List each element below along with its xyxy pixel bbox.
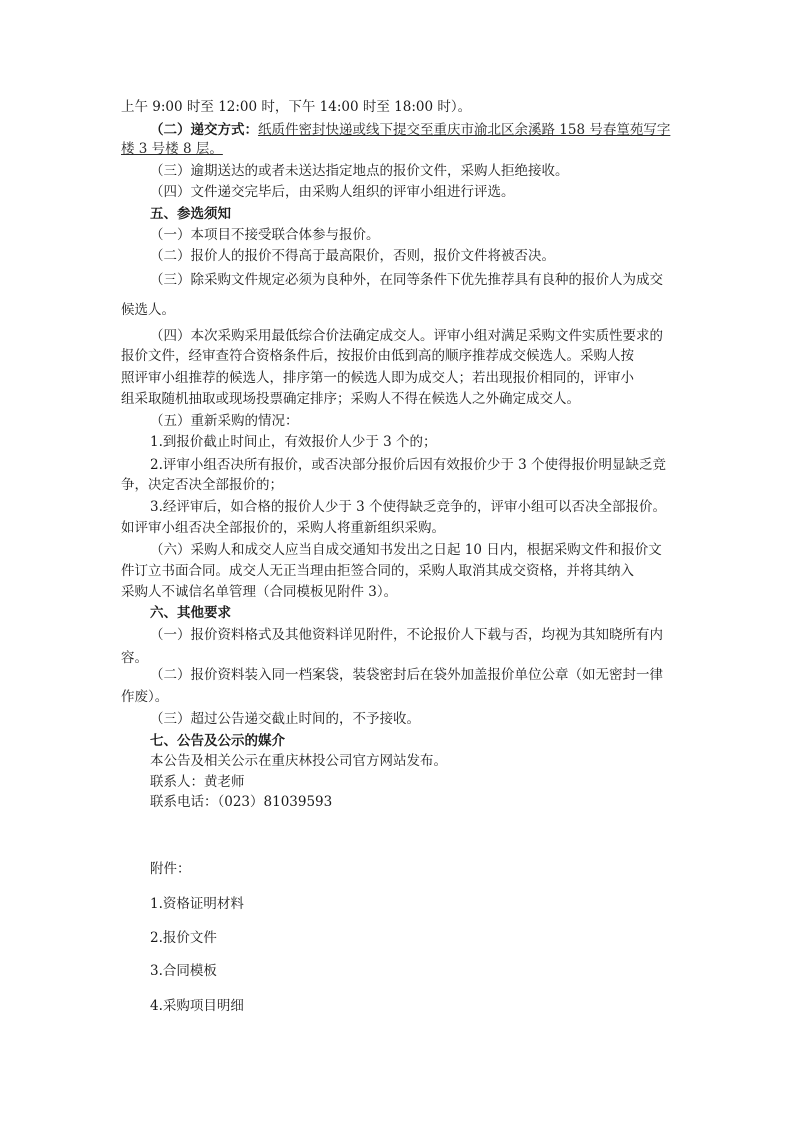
attachment-item: 3.合同模板 — [150, 963, 217, 979]
paragraph-line: （一）报价资料格式及其他资料详见附件，不论报价人下载与否，均视为其知晓所有内 — [150, 627, 663, 643]
paragraph-line: 报价文件，经审查符合资格条件后，按报价由低到高的顺序推荐成交候选人。采购人按 — [121, 348, 634, 364]
paragraph-line: 容。 — [121, 650, 148, 666]
contact-person: 联系人：黄老师 — [150, 774, 245, 790]
paragraph-line: （五）重新采购的情况： — [150, 413, 299, 429]
submission-address-cont: 楼 3 号楼 8 层。 — [121, 141, 223, 157]
paragraph-line: 上午 9:00 时至 12:00 时，下午 14:00 时至 18:00 时）。 — [121, 99, 472, 115]
paragraph-line: 如评审小组否决全部报价的，采购人将重新组织采购。 — [121, 520, 445, 536]
paragraph-line: 件订立书面合同。成交人无正当理由拒签合同的，采购人取消其成交资格，并将其纳入 — [121, 563, 634, 579]
paragraph-line: 组采取随机抽取或现场投票确定排序；采购人不得在候选人之外确定成交人。 — [121, 391, 580, 407]
submission-method-label: （二）递交方式： — [150, 122, 258, 138]
section-heading: 七、公告及公示的媒介 — [150, 733, 285, 749]
paragraph-line: （四）本次采购采用最低综合价法确定成交人。评审小组对满足采购文件实质性要求的 — [150, 328, 663, 344]
section-heading: 六、其他要求 — [150, 605, 231, 621]
paragraph-line: 作废）。 — [121, 689, 169, 705]
paragraph-line: （二）报价人的报价不得高于最高限价，否则，报价文件将被否决。 — [150, 248, 555, 264]
contact-phone: 联系电话：（023）81039593 — [150, 794, 333, 810]
paragraph-line: 争，决定否决全部报价的； — [121, 477, 283, 493]
submission-address: 纸质件密封快递或线下提交至重庆市渝北区余溪路 158 号春篁苑写字 — [258, 122, 671, 138]
paragraph-line: 候选人。 — [121, 302, 175, 318]
paragraph-line: 3.经评审后，如合格的报价人少于 3 个使得缺乏竞争的，评审小组可以否决全部报价。 — [150, 499, 667, 515]
attachments-title: 附件： — [150, 861, 191, 877]
paragraph-line: （三）逾期送达的或者未送达指定地点的报价文件，采购人拒绝接收。 — [150, 163, 569, 179]
paragraph-line: （六）采购人和成交人应当自成交通知书发出之日起 10 日内，根据采购文件和报价文 — [150, 542, 662, 558]
paragraph-line: 照评审小组推荐的候选人，排序第一的候选人即为成交人；若出现报价相同的，评审小 — [121, 370, 634, 386]
paragraph-line: 1.到报价截止时间止，有效报价人少于 3 个的； — [150, 434, 437, 450]
section-heading: 五、参选须知 — [150, 206, 231, 222]
submission-method-line — [150, 121, 670, 139]
paragraph-line: 2.评审小组否决所有报价，或否决部分报价后因有效报价少于 3 个使得报价明显缺乏竞 — [150, 457, 667, 473]
paragraph-line: 本公告及相关公示在重庆林投公司官方网站发布。 — [150, 753, 447, 769]
attachment-item: 4.采购项目明细 — [150, 998, 244, 1014]
paragraph-line: （一）本项目不接受联合体参与报价。 — [150, 227, 380, 243]
paragraph-line: （二）报价资料装入同一档案袋，装袋密封后在袋外加盖报价单位公章（如无密封一律 — [150, 667, 663, 683]
attachment-item: 1.资格证明材料 — [150, 896, 244, 912]
attachment-item: 2.报价文件 — [150, 930, 217, 946]
paragraph-line: （四）文件递交完毕后，由采购人组织的评审小组进行评选。 — [150, 184, 515, 200]
paragraph-line: （三）超过公告递交截止时间的，不予接收。 — [150, 711, 420, 727]
paragraph-line: 采购人不诚信名单管理（合同模板见附件 3）。 — [121, 584, 398, 600]
paragraph-line: （三）除采购文件规定必须为良种外，在同等条件下优先推荐具有良种的报价人为成交 — [150, 272, 663, 288]
